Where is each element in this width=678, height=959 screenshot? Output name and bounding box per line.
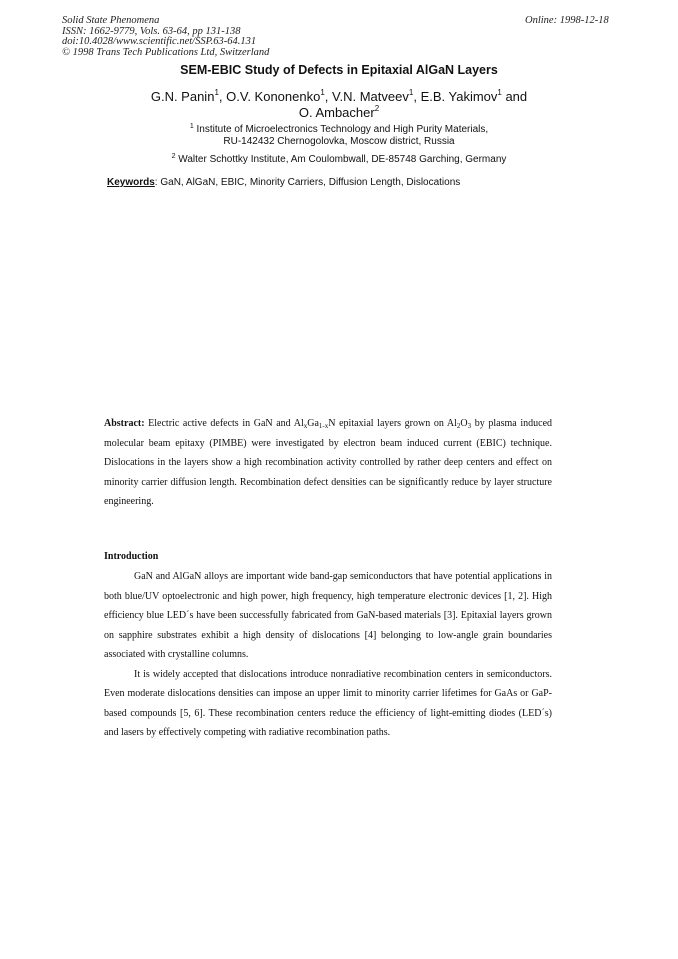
keywords-list: : GaN, AlGaN, EBIC, Minority Carriers, Diffusion Length, Dislocations — [154, 177, 461, 188]
affil-marker: 1 — [408, 88, 414, 97]
paragraph: It is widely accepted that dislocations introduce nonradiative recombination centers in semiconductors. Even moderate dislocations densities can impose an upper limit to minority carrier lifetimes for GaAs or GaP-based compounds [5, 6]. These recombination centers reduce the efficiency of light-emitting diodes (LED´s) and lasers by effectively competing with radiative recombination paths. — [104, 668, 552, 738]
doi-line: doi:10.4028/www.scientific.net/SSP.63-64.131 — [62, 36, 257, 47]
introduction-body — [104, 567, 552, 743]
section-heading-introduction: Introduction — [104, 551, 159, 562]
keywords-label: Keywords — [107, 177, 155, 188]
author: V.N. Matveev — [332, 89, 409, 104]
affiliation-1: $^1$ Institute of Microelectronics Technology and High Purity Materials, RU-142432 Chernogolovka, Moscow district, Russia — [189, 123, 489, 147]
author: G.N. Panin — [150, 89, 215, 104]
abstract-label: Abstract: — [104, 418, 145, 429]
journal-name: Solid State Phenomena — [62, 15, 160, 26]
author: E.B. Yakimov — [420, 89, 498, 104]
issn-line: ISSN: 1662-9779, Vols. 63-64, pp 131-138 — [62, 25, 241, 37]
affil-marker: 1 — [320, 88, 325, 97]
affil-marker: 1 — [497, 88, 502, 97]
author: O. Ambacher — [298, 105, 375, 120]
journal-meta — [62, 16, 269, 58]
author-list: G.N. Panin$^1$, O.V. Kononenko$^1$, V.N. Matveev$^1$, E.B. Yakimov$^1$ and O. Ambacher$^2$ — [150, 88, 528, 120]
copyright-line: © 1998 Trans Tech Publications Ltd, Switzerland — [62, 46, 270, 58]
affiliation-2: $^2$ Walter Schottky Institute, Am Coulombwall, DE-85748 Garching, Germany — [171, 153, 507, 165]
paragraph: GaN and AlGaN alloys are important wide band-gap semiconductors that have potential applications in both blue/UV optoelectronic and high power, high frequency, high temperature electronic devices [1, 2]. High efficiency blue LED´s have been successfully fabricated from GaN-based materials [3]. Epitaxial layers grown on sapphire substrates exhibit a high density of dislocations [4] belonging to low-angle grain boundaries associated with crystalline columns. — [104, 571, 552, 660]
affil-marker: 2 — [374, 104, 380, 113]
author: O.V. Kononenko — [226, 89, 321, 104]
affil-marker: 1 — [214, 88, 219, 97]
paper-title: SEM-EBIC Study of Defects in Epitaxial AlGaN Layers — [180, 63, 498, 77]
online-date: Online: 1998-12-18 — [525, 15, 609, 26]
abstract: Abstract: Electric active defects in GaN and $Al_xGa_{1-x}N$ epitaxial layers grown on $Al_2O_3$ by plasma induced molecular beam epitaxy (PIMBE) were investigated by electron beam induced current (EBIC) technique. Dislocations in the layers show a high recombination activity controlled by rather deep centers and effect on minority carrier diffusion length. Recombination defect densities can be significantly reduce by layer structure engineering. — [104, 418, 553, 507]
keywords — [107, 177, 460, 188]
